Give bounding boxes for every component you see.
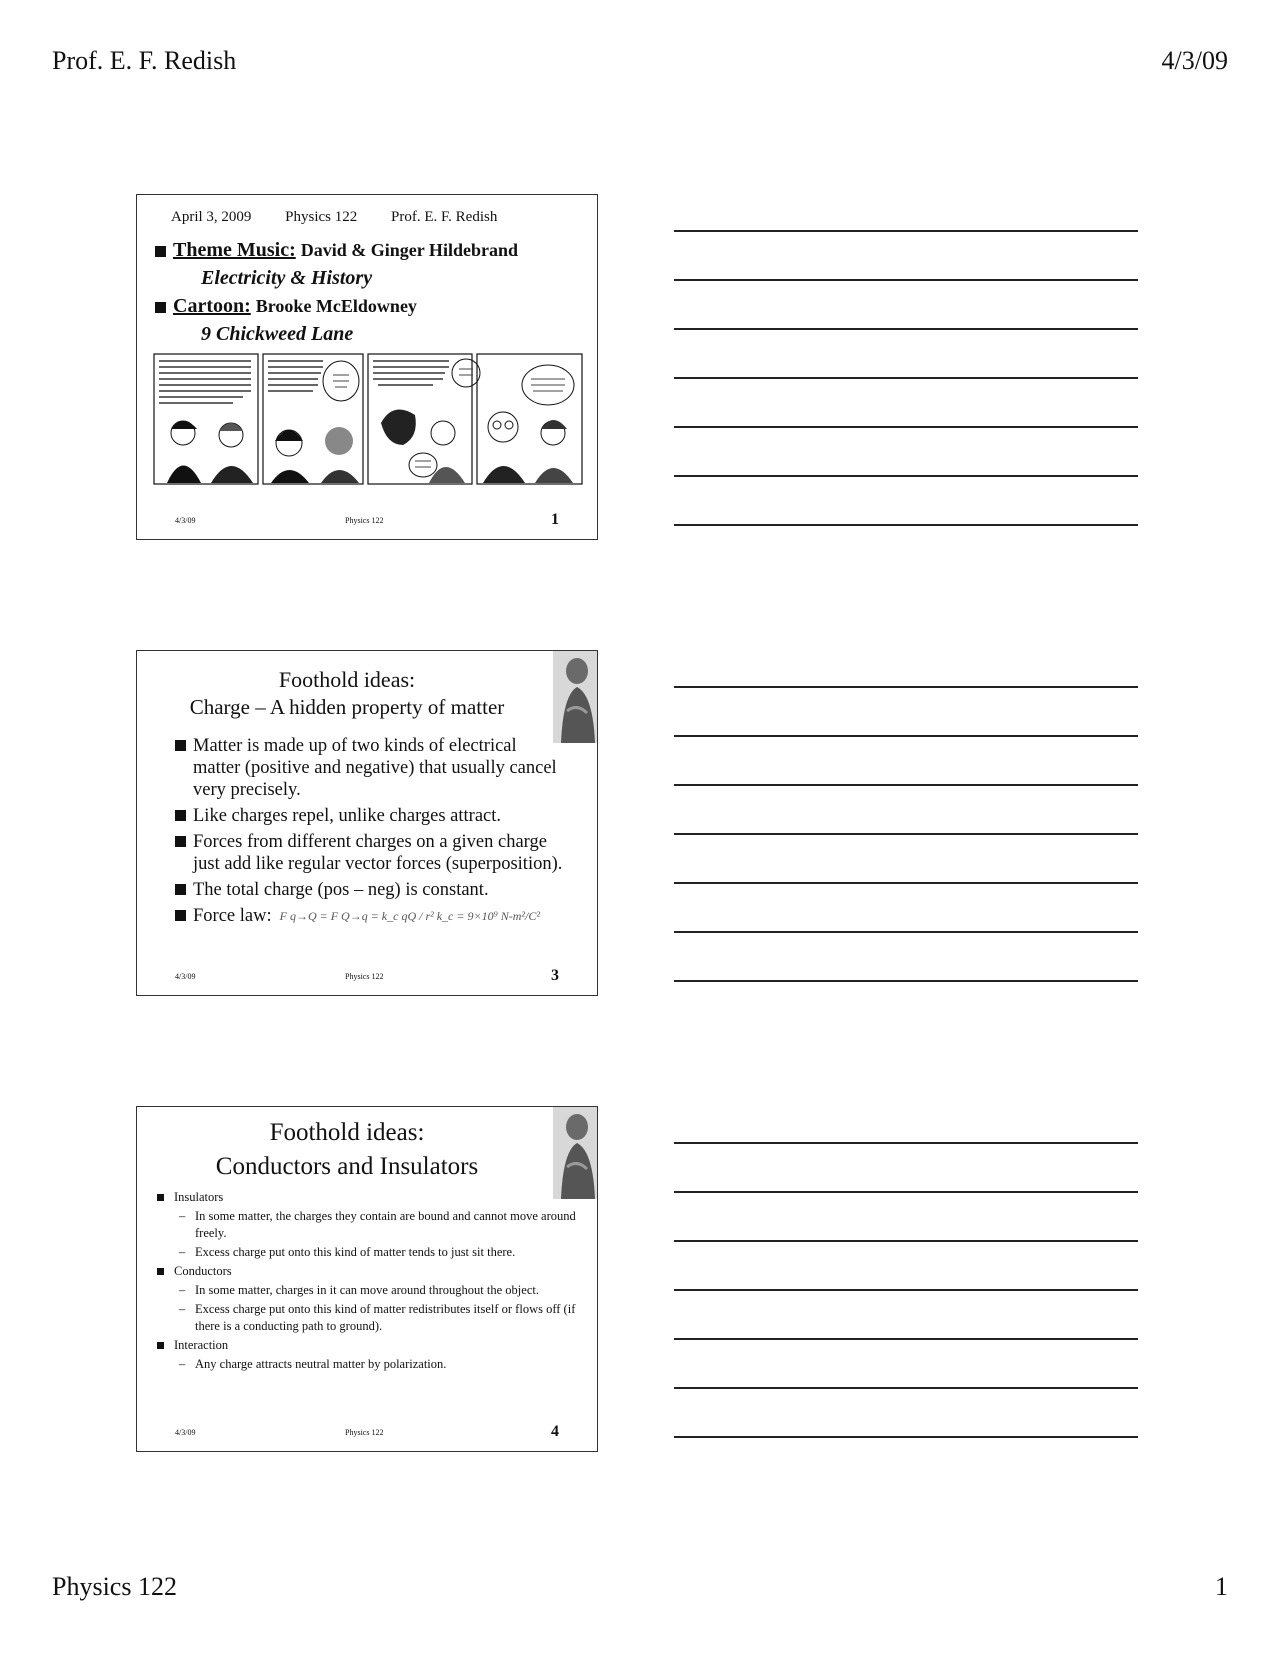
slide-3-bullets xyxy=(175,735,567,931)
slide-1 xyxy=(136,194,598,540)
theme-music-value: David & Ginger Hildebrand xyxy=(300,240,518,260)
page-footer-course: Physics 122 xyxy=(52,1572,177,1601)
note-line xyxy=(674,1289,1138,1291)
force-law-formula: F q→Q = F Q→q = k_c qQ / r² k_c = 9×10⁹ N-m²/C² xyxy=(279,909,540,923)
note-line xyxy=(674,833,1138,835)
bullet-square-icon xyxy=(175,910,186,921)
list-item: Conductors xyxy=(157,1263,589,1280)
bullet-square-icon xyxy=(157,1268,164,1275)
list-item: The total charge (pos – neg) is constant. xyxy=(175,879,567,901)
slide-number: 4 xyxy=(551,1423,559,1440)
slide-3-title: Foothold ideas: xyxy=(278,667,416,692)
note-line xyxy=(674,686,1138,688)
bullet-square-icon xyxy=(175,740,186,751)
slide-number: 3 xyxy=(551,967,559,984)
note-line xyxy=(674,426,1138,428)
notes-lines-3 xyxy=(674,1142,1138,1485)
note-line xyxy=(674,230,1138,232)
slide-footer-date: 4/3/09 xyxy=(175,972,196,981)
list-item: – Excess charge put onto this kind of matter tends to just sit there. xyxy=(179,1245,516,1259)
list-item: Like charges repel, unlike charges attract. xyxy=(175,805,567,827)
cartoon-label: Cartoon: xyxy=(173,295,251,317)
list-item: Interaction xyxy=(157,1337,589,1354)
page-footer-page-number: 1 xyxy=(1215,1572,1228,1601)
slide-1-course: Physics 122 xyxy=(285,209,358,225)
statue-image xyxy=(553,651,597,743)
statue-image xyxy=(553,1107,597,1199)
slide-3-subtitle: Charge – A hidden property of matter xyxy=(189,695,505,719)
note-line xyxy=(674,784,1138,786)
list-item: – In some matter, the charges they contain are bound and cannot move around freely. xyxy=(179,1209,576,1240)
note-line xyxy=(674,377,1138,379)
list-item: Forces from different charges on a given charge just add like regular vector forces (superposition). xyxy=(175,831,567,875)
slide-1-header xyxy=(171,209,527,226)
note-line xyxy=(674,475,1138,477)
slide-1-footer xyxy=(137,509,597,529)
bullet-square-icon xyxy=(175,884,186,895)
slide-1-date: April 3, 2009 xyxy=(171,209,252,225)
theme-music-label: Theme Music: xyxy=(173,239,296,261)
note-line xyxy=(674,980,1138,982)
note-line xyxy=(674,1142,1138,1144)
comic-strip-image xyxy=(153,353,583,485)
cartoon-line xyxy=(155,295,417,318)
note-line xyxy=(674,882,1138,884)
page-header-author: Prof. E. F. Redish xyxy=(52,46,237,75)
list-item: Matter is made up of two kinds of electrical matter (positive and negative) that usually cancel very precisely. xyxy=(175,735,567,801)
slide-footer-course: Physics 122 xyxy=(345,1428,384,1437)
bullet-square-icon xyxy=(175,810,186,821)
theme-music-title: Electricity & History xyxy=(201,267,373,289)
note-line xyxy=(674,1240,1138,1242)
slide-4-bullets xyxy=(157,1187,589,1373)
note-line xyxy=(674,1191,1138,1193)
cartoon-value: Brooke McEldowney xyxy=(255,296,417,316)
list-item: – Any charge attracts neutral matter by polarization. xyxy=(179,1357,447,1371)
list-item: – In some matter, charges in it can move around throughout the object. xyxy=(179,1283,539,1297)
note-line xyxy=(674,931,1138,933)
note-line xyxy=(674,1387,1138,1389)
notes-lines-2 xyxy=(674,686,1138,1029)
note-line xyxy=(674,1436,1138,1438)
note-line xyxy=(674,735,1138,737)
bullet-square-icon xyxy=(157,1194,164,1201)
slide-4-title: Foothold ideas: xyxy=(269,1119,425,1146)
theme-music-line xyxy=(155,239,518,262)
slide-footer-date: 4/3/09 xyxy=(175,1428,196,1437)
slide-1-prof: Prof. E. F. Redish xyxy=(391,209,498,225)
slide-footer-course: Physics 122 xyxy=(345,972,384,981)
slide-4-subtitle: Conductors and Insulators xyxy=(215,1153,479,1180)
slide-3 xyxy=(136,650,598,996)
list-item: Insulators xyxy=(157,1189,589,1206)
note-line xyxy=(674,524,1138,526)
slide-4 xyxy=(136,1106,598,1452)
bullet-square-icon xyxy=(175,836,186,847)
slide-footer-date: 4/3/09 xyxy=(175,516,196,525)
bullet-square-icon xyxy=(157,1342,164,1349)
list-item: – Excess charge put onto this kind of matter redistributes itself or flows off (if there is a conducting path to ground). xyxy=(179,1302,576,1333)
slide-number: 1 xyxy=(551,511,559,528)
bullet-square-icon xyxy=(155,246,166,257)
cartoon-title: 9 Chickweed Lane xyxy=(201,323,354,345)
slide-footer-course: Physics 122 xyxy=(345,516,384,525)
note-line xyxy=(674,279,1138,281)
bullet-square-icon xyxy=(155,302,166,313)
notes-lines-1 xyxy=(674,230,1138,573)
note-line xyxy=(674,1338,1138,1340)
slide-4-footer xyxy=(137,1421,597,1441)
note-line xyxy=(674,328,1138,330)
slide-3-footer xyxy=(137,965,597,985)
page-header-date: 4/3/09 xyxy=(1161,46,1228,75)
list-item: Force law: F q→Q = F Q→q = k_c qQ / r² k_c = 9×10⁹ N-m²/C² xyxy=(175,905,567,927)
